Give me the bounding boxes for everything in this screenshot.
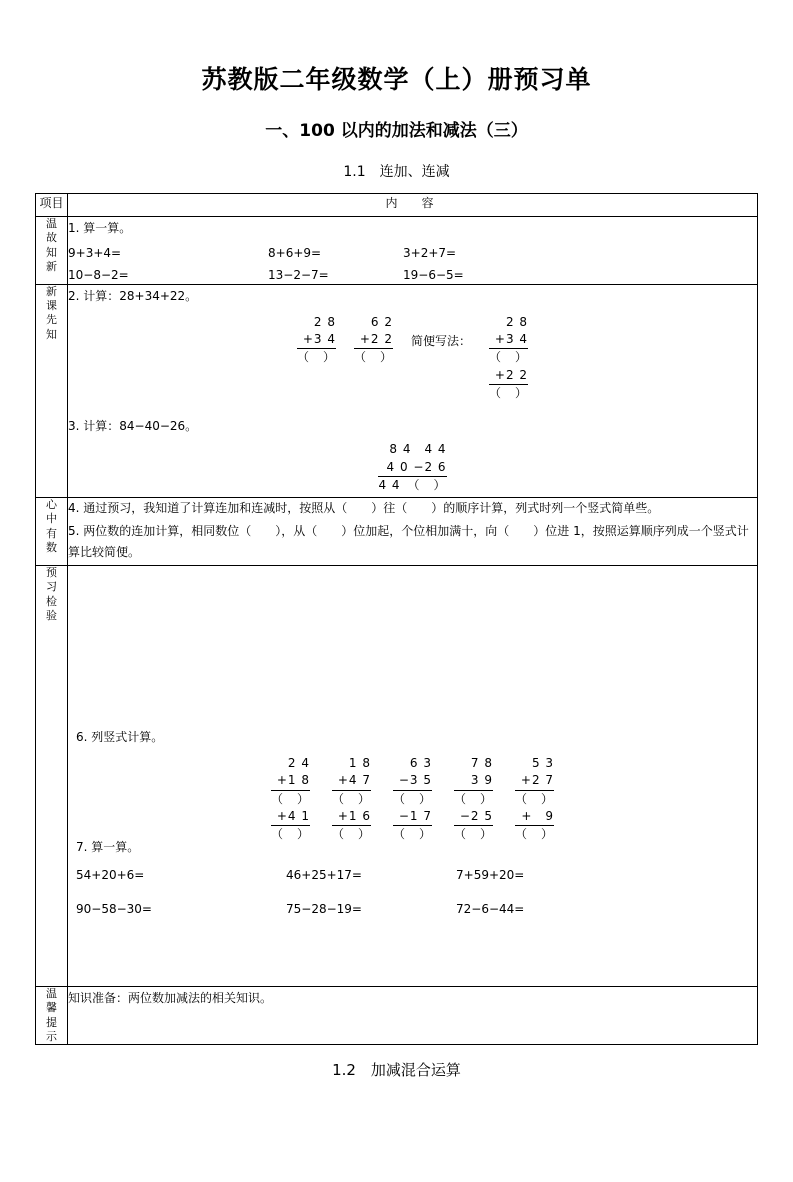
simple-writing-note: 简便写法： [411,333,472,348]
row-content-check [68,565,758,986]
row-content-tips [68,986,758,1044]
chapter-title: 一、100 以内的加法和减法（三） [265,121,528,141]
exercise-row [76,898,716,924]
vertical-form: 6 2 +2 2 （ ） [353,314,393,365]
expr-5: 13−2−7= [268,267,329,282]
question-6: 6. 列竖式计算。 [76,729,164,744]
question-1: 1. 算一算。 [68,221,132,235]
table-row [36,497,758,565]
row-label-tips: 温馨提示 [36,986,68,1044]
table-row [36,284,758,497]
expr-7: 54+20+6= [76,867,145,882]
exercise-row [76,864,716,890]
section-title: 1.1 连加、连减 [343,164,450,180]
table-header-row [36,194,758,217]
row-label-review: 温故知新 [36,217,68,285]
question-5: 5. 两位数的连加计算，相同数位（ ），从（ ）位加起，个位相加满十，向（ ）位进 1，按照运算顺序列成一个竖式计算比较简便。 [68,523,749,559]
expr-8: 46+25+17= [286,867,362,882]
row-label-check: 预习检验 [36,565,68,986]
expr-4: 10−8−2= [68,267,129,282]
expr-6: 19−6−5= [403,267,464,282]
expr-9: 7+59+20= [456,867,525,882]
question-2-forms [68,314,757,403]
row-label-understanding: 心中有数 [36,497,68,565]
page-title: 苏教版二年级数学（上）册预习单 [201,65,592,94]
question-3: 3. 计算：84−40−26。 [68,418,198,433]
vertical-form: 7 8 3 9 （ ） −2 5 （ ） [454,755,494,842]
tip-text: 知识准备：两位数加减法的相关知识。 [68,990,273,1005]
worksheet-table [35,193,758,1045]
worksheet-page [0,60,793,1182]
question-7: 7. 算一算。 [76,839,140,854]
expr-3: 3+2+7= [403,245,457,260]
question-7-exercises [76,864,716,924]
vertical-form: 2 8 +3 4 （ ） +2 2 （ ） [489,314,529,401]
vertical-form: 2 4 +1 8 （ ） +4 1 （ ） [270,755,310,842]
exercise-row-1 [68,240,757,284]
table-row [36,565,758,986]
next-section-title: 1.2 加减混合运算 [332,1061,461,1080]
row-content-understanding [68,497,758,565]
header-cell-project: 项目 [36,194,68,217]
vertical-form: 6 3 −3 5 （ ） −1 7 （ ） [392,755,432,842]
question-2: 2. 计算：28+34+22。 [68,288,198,303]
row-content-review [68,217,758,285]
expr-1: 9+3+4= [68,245,122,260]
expr-10: 90−58−30= [76,901,152,916]
table-row [36,986,758,1044]
expr-2: 8+6+9= [268,245,322,260]
row-label-newlesson: 新课先知 [36,284,68,497]
header-cell-content: 内 容 [68,194,758,217]
expr-12: 72−6−44= [456,901,525,916]
question-3-form [68,437,757,497]
expr-11: 75−28−19= [286,901,362,916]
question-6-forms [68,755,757,844]
vertical-form: 2 8 +3 4 （ ） [296,314,336,365]
row-content-newlesson [68,284,758,497]
table-row [36,217,758,285]
vertical-form: 5 3 +2 7 （ ） + 9 （ ） [515,755,555,842]
question-4: 4. 通过预习，我知道了计算连加和连减时，按照从（ ）往（ ）的顺序计算，列式时列一个竖式简单些。 [68,500,660,515]
vertical-form: 8 4 4 4 4 0 −2 6 4 4 （ ） [378,442,447,493]
vertical-form: 1 8 +4 7 （ ） +1 6 （ ） [331,755,371,842]
